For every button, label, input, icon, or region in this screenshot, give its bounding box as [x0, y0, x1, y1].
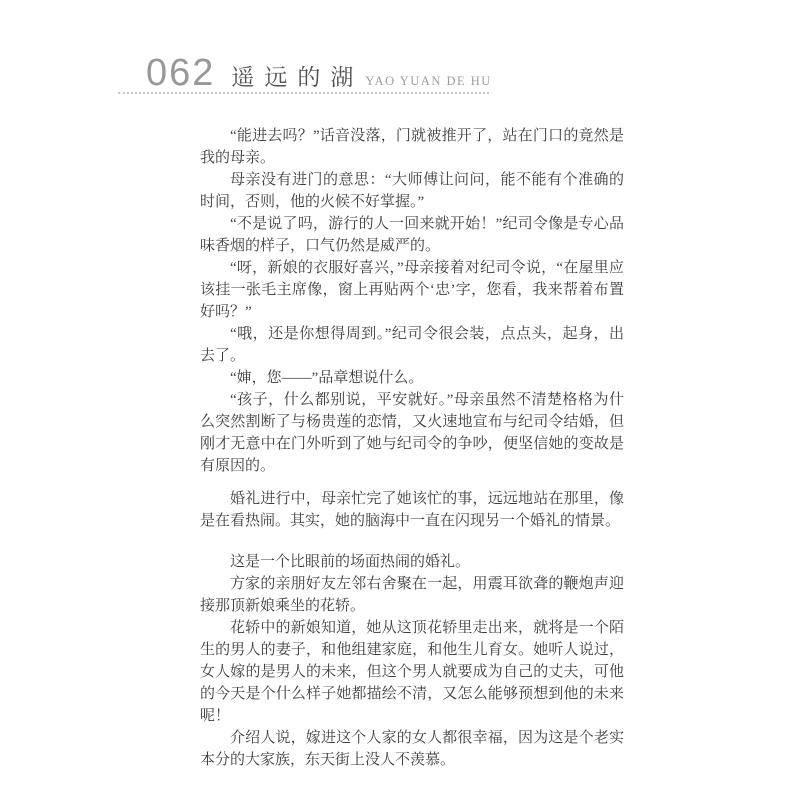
paragraph: 花轿中的新娘知道，她从这顶花轿里走出来，就将是一个陌生的男人的妻子，和他组建家庭，和他生儿育女。她听人说过，女人嫁的是男人的未来，但这个男人就要成为自己的丈夫，可他的今天是个什么样子她都描绘不清，又怎么能够预想到他的未来呢！	[200, 620, 624, 724]
running-header	[146, 54, 492, 92]
header-dotted-rule	[118, 92, 489, 94]
paragraph: “能进去吗？”话音没落，门就被推开了，站在门口的竟然是我的母亲。	[200, 128, 624, 166]
text-block-memory	[200, 551, 624, 771]
book-title-chinese: 遥远的湖	[231, 65, 364, 90]
book-title-pinyin: YAO YUAN DE HU	[365, 74, 492, 88]
paragraph: 这是一个比眼前的场面热闹的婚礼。	[230, 554, 471, 570]
paragraph: “婶，您——”品章想说什么。	[230, 370, 424, 386]
paragraph: “呀，新娘的衣服好喜兴，”母亲接着对纪司令说，“在屋里应该挂一张毛主席像，窗上再贴两个‘忠’字，您看，我来帮着布置好吗？”	[200, 260, 624, 320]
paragraph: “不是说了吗，游行的人一回来就开始！”纪司令像是专心品味香烟的样子，口气仍然是威严的。	[200, 216, 624, 254]
paragraph: 婚礼进行中，母亲忙完了她该忙的事，远远地站在那里，像是在看热闹。其实，她的脑海中一直在闪现另一个婚礼的情景。	[200, 491, 624, 529]
page-body	[200, 125, 624, 771]
paragraph: 方家的亲朋好友左邻右舍聚在一起，用震耳欲聋的鞭炮声迎接那顶新娘乘坐的花轿。	[200, 576, 624, 614]
paragraph: 介绍人说，嫁进这个人家的女人都很幸福，因为这是个老实本分的大家族，东天街上没人不羡慕。	[200, 730, 624, 768]
paragraph: “孩子，什么都别说，平安就好。”母亲虽然不清楚格格为什么突然割断了与杨贵莲的恋情，又火速地宣布与纪司令结婚，但刚才无意中在门外听到了她与纪司令的争吵，便坚信她的变故是有原因的。	[200, 392, 624, 474]
paragraph: “哦，还是你想得周到。”纪司令很会装，点点头，起身，出去了。	[200, 326, 624, 364]
page-number: 062	[146, 52, 216, 94]
text-block-dialogue	[200, 125, 624, 477]
paragraph: 母亲没有进门的意思：“大师傅让问问，能不能有个准确的时间，否则，他的火候不好掌握。”	[200, 172, 624, 210]
text-block-wedding	[200, 488, 624, 532]
